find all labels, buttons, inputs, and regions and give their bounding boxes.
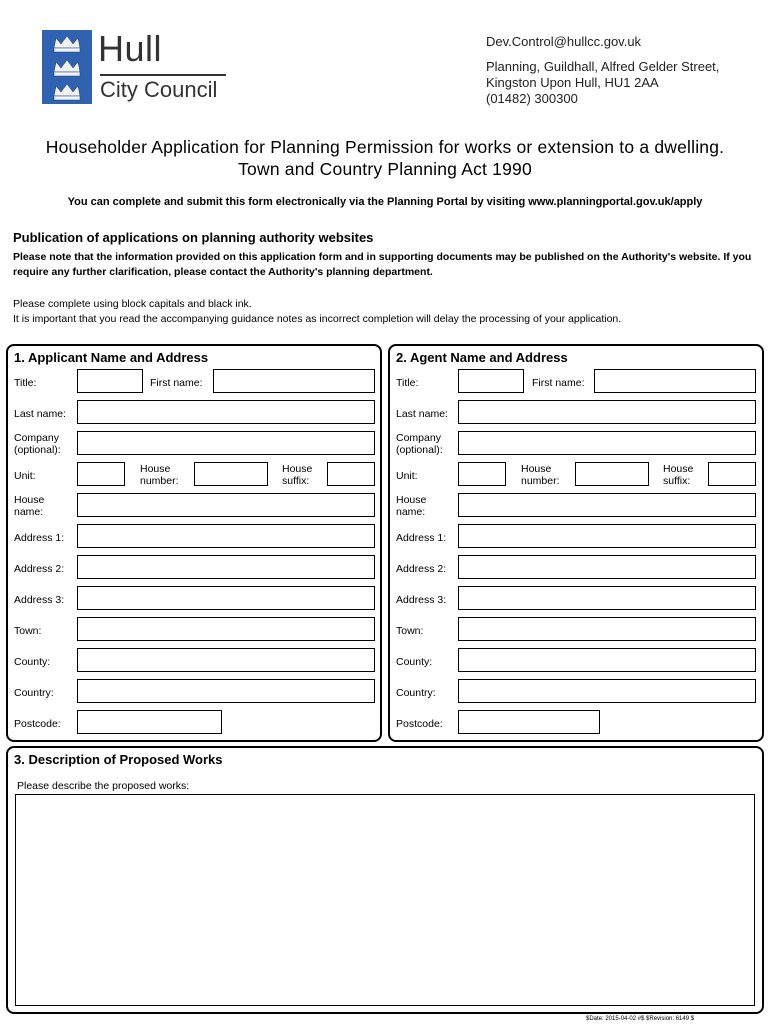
- agent-section-title: 2. Agent Name and Address: [396, 350, 568, 365]
- instructions-line1: Please complete using block capitals and black ink.: [13, 298, 252, 310]
- applicant-postcode-label: Postcode:: [14, 718, 61, 730]
- agent-house-suffix-label-line1: House: [663, 463, 694, 475]
- applicant-section: [6, 344, 382, 742]
- agent-house-number-label-line1: House: [521, 463, 552, 475]
- proposed-works-section: [6, 746, 764, 1014]
- agent-address3-label: Address 3:: [396, 594, 447, 606]
- agent-house-name-field[interactable]: [458, 493, 756, 517]
- agent-address1-label: Address 1:: [396, 532, 447, 544]
- instructions: [13, 297, 621, 327]
- applicant-house-number-label-line1: House: [140, 463, 171, 475]
- crown-crest-icon: [42, 30, 92, 104]
- proposed-works-prompt: Please describe the proposed works:: [17, 780, 190, 792]
- applicant-section-title: 1. Applicant Name and Address: [14, 350, 209, 365]
- agent-first-name-field[interactable]: [594, 369, 756, 393]
- agent-house-number-label-line2: number:: [521, 475, 560, 487]
- applicant-company-label-line2: (optional):: [14, 444, 61, 456]
- applicant-company-label: [14, 432, 61, 456]
- agent-address3-field[interactable]: [458, 586, 756, 610]
- agent-address2-label: Address 2:: [396, 563, 447, 575]
- applicant-company-field[interactable]: [77, 431, 375, 455]
- agent-house-suffix-label-line2: suffix:: [663, 475, 691, 487]
- agent-house-number-label: [521, 463, 560, 487]
- agent-unit-field[interactable]: [458, 462, 506, 486]
- agent-unit-label: Unit:: [396, 470, 418, 482]
- agent-house-number-field[interactable]: [575, 462, 649, 486]
- applicant-house-number-label-line2: number:: [140, 475, 179, 487]
- applicant-address1-label: Address 1:: [14, 532, 65, 544]
- applicant-title-field[interactable]: [77, 369, 143, 393]
- electronic-submission-note: You can complete and submit this form electronically via the Planning Portal by visiting www.planningportal.gov.uk/apply: [67, 196, 703, 208]
- applicant-county-field[interactable]: [77, 648, 375, 672]
- agent-company-label-line2: (optional):: [396, 444, 443, 456]
- logo-hull-text: Hull: [98, 28, 163, 69]
- agent-county-field[interactable]: [458, 648, 756, 672]
- applicant-house-suffix-label-line1: House: [282, 463, 313, 475]
- agent-house-name-label-line2: name:: [396, 506, 426, 518]
- agent-company-label-line1: Company: [396, 432, 441, 444]
- applicant-unit-field[interactable]: [77, 462, 125, 486]
- contact-address-line2: Kingston Upon Hull, HU1 2AA: [486, 75, 659, 90]
- applicant-address2-field[interactable]: [77, 555, 375, 579]
- agent-last-name-label: Last name:: [396, 408, 448, 420]
- applicant-company-label-line1: Company: [14, 432, 59, 444]
- form-title-line2: Town and Country Planning Act 1990: [238, 159, 532, 179]
- logo-city-council-text: City Council: [100, 77, 218, 102]
- applicant-unit-label: Unit:: [14, 470, 36, 482]
- publication-heading: Publication of applications on planning authority websites: [13, 230, 374, 245]
- agent-country-label: Country:: [396, 687, 436, 699]
- applicant-house-suffix-field[interactable]: [327, 462, 375, 486]
- agent-address1-field[interactable]: [458, 524, 756, 548]
- agent-town-label: Town:: [396, 625, 424, 637]
- agent-house-suffix-field[interactable]: [708, 462, 756, 486]
- publication-text: Please note that the information provided on this application form and in supporting documents may be published on the Authority's website. If you require any further clarification, please contact the Authority's planning department.: [13, 251, 752, 278]
- agent-company-label: [396, 432, 443, 456]
- applicant-town-field[interactable]: [77, 617, 375, 641]
- revision-footer: $Date: 2015-04-02 #$ $Revision: 6149 $: [586, 1016, 695, 1022]
- agent-house-name-label: [396, 494, 426, 518]
- agent-company-field[interactable]: [458, 431, 756, 455]
- agent-first-name-label: First name:: [532, 377, 585, 389]
- contact-email: Dev.Control@hullcc.gov.uk: [486, 34, 642, 49]
- applicant-country-label: Country:: [14, 687, 54, 699]
- applicant-address1-field[interactable]: [77, 524, 375, 548]
- agent-county-label: County:: [396, 656, 433, 668]
- agent-section: [388, 344, 764, 742]
- agent-country-field[interactable]: [458, 679, 756, 703]
- proposed-works-section-title: 3. Description of Proposed Works: [14, 752, 223, 767]
- form-title-line1: Householder Application for Planning Permission for works or extension to a dwelling.: [45, 137, 725, 157]
- applicant-address2-label: Address 2:: [14, 563, 65, 575]
- applicant-house-suffix-label: [282, 463, 312, 487]
- applicant-house-number-label: [140, 463, 179, 487]
- agent-postcode-field[interactable]: [458, 710, 600, 734]
- contact-address-line1: Planning, Guildhall, Alfred Gelder Street,: [486, 59, 720, 74]
- applicant-house-name-label-line1: House: [14, 494, 45, 506]
- contact-details: [486, 34, 719, 107]
- agent-last-name-field[interactable]: [458, 400, 756, 424]
- agent-title-label: Title:: [396, 377, 419, 389]
- instructions-line2: It is important that you read the accompanying guidance notes as incorrect completion will delay the processing of your application.: [13, 313, 622, 325]
- applicant-county-label: County:: [14, 656, 51, 668]
- applicant-house-name-label-line2: name:: [14, 506, 44, 518]
- form-title: [0, 136, 770, 180]
- applicant-house-suffix-label-line2: suffix:: [282, 475, 310, 487]
- applicant-postcode-field[interactable]: [77, 710, 222, 734]
- agent-town-field[interactable]: [458, 617, 756, 641]
- contact-phone: (01482) 300300: [486, 91, 578, 106]
- applicant-house-number-field[interactable]: [194, 462, 268, 486]
- applicant-address3-label: Address 3:: [14, 594, 65, 606]
- applicant-first-name-field[interactable]: [213, 369, 375, 393]
- logo-divider: [100, 74, 226, 76]
- agent-house-suffix-label: [663, 463, 693, 487]
- applicant-house-name-label: [14, 494, 44, 518]
- proposed-works-textarea[interactable]: [15, 794, 755, 1006]
- applicant-first-name-label: First name:: [150, 377, 203, 389]
- agent-address2-field[interactable]: [458, 555, 756, 579]
- applicant-last-name-label: Last name:: [14, 408, 66, 420]
- applicant-house-name-field[interactable]: [77, 493, 375, 517]
- agent-house-name-label-line1: House: [396, 494, 427, 506]
- applicant-address3-field[interactable]: [77, 586, 375, 610]
- agent-postcode-label: Postcode:: [396, 718, 443, 730]
- applicant-last-name-field[interactable]: [77, 400, 375, 424]
- applicant-title-label: Title:: [14, 377, 37, 389]
- agent-title-field[interactable]: [458, 369, 524, 393]
- council-logo: [38, 26, 240, 108]
- applicant-town-label: Town:: [14, 625, 42, 637]
- applicant-country-field[interactable]: [77, 679, 375, 703]
